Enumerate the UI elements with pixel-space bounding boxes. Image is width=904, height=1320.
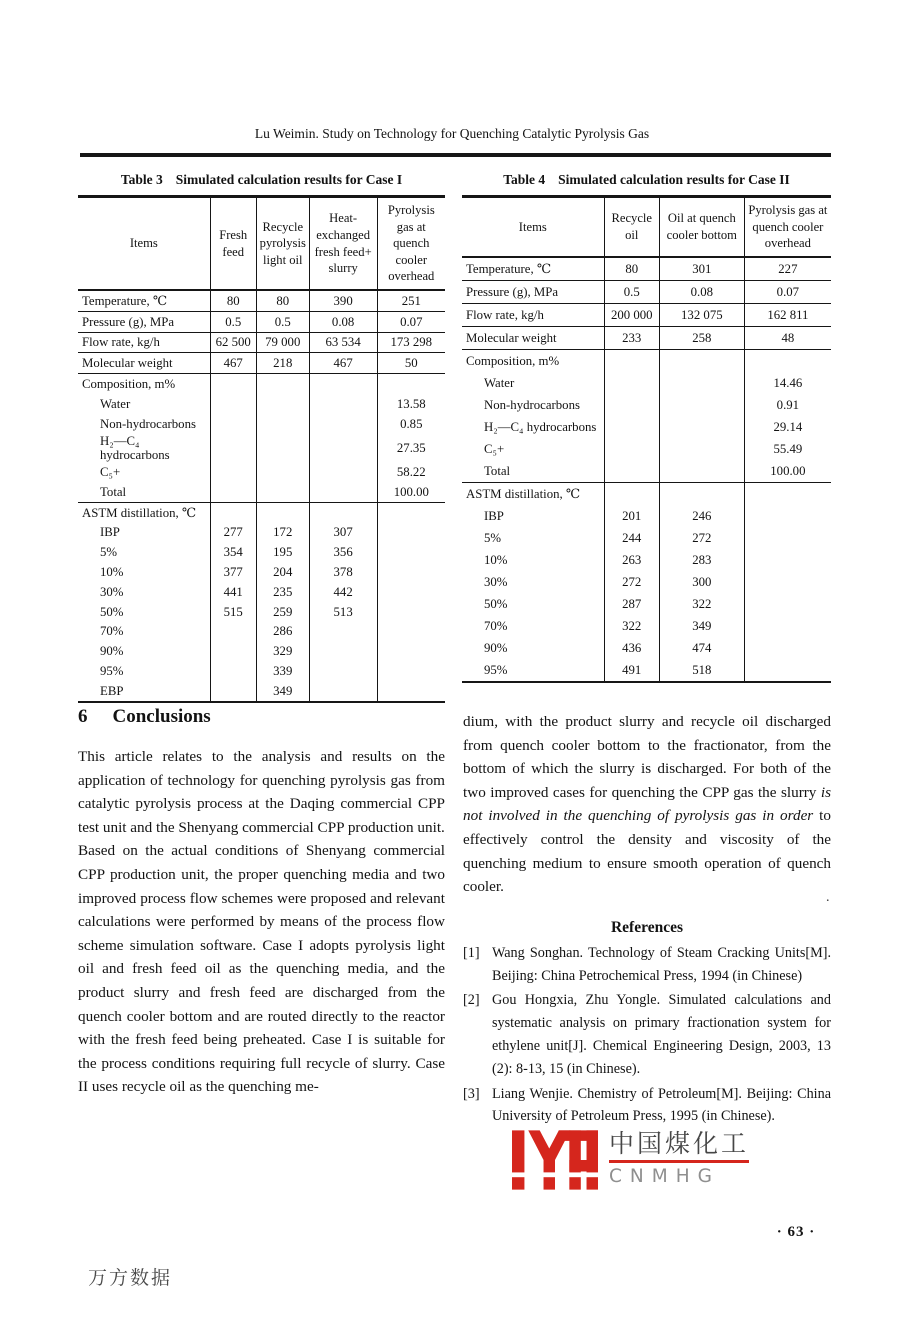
cell: 491 (604, 659, 659, 682)
cell: 329 (256, 641, 309, 661)
reference-text: Gou Hongxia, Zhu Yongle. Simulated calculations and systematic analysis on primary fractionation system for ethylene unit[J]. Chemical Engineering Design, 2003, 13 (2): 8-13, 15 (in Chinese). (492, 992, 831, 1077)
wanfang-watermark: 万方数据 (88, 1267, 173, 1289)
table-row (462, 280, 831, 303)
cell (659, 416, 744, 438)
cell (377, 374, 445, 394)
reference-marker: [3] (463, 1085, 480, 1102)
cell: 258 (659, 326, 744, 349)
cell (744, 527, 831, 549)
paragraph-text: dium, with the product slurry and recycle oil discharged from quench cooler bottom to the fractionator, from the bottom of which the slurry is discharged. For both of the two improved cases for quenching the CPP gas the slurry (463, 713, 831, 801)
table-row (462, 527, 831, 549)
table-row (462, 349, 831, 372)
cell: 0.5 (604, 280, 659, 303)
cell: 390 (309, 290, 377, 311)
table4-title (462, 172, 831, 188)
cell: 356 (309, 542, 377, 562)
table-row (78, 290, 445, 311)
column-header: Recycle pyrolysis light oil (256, 197, 309, 291)
cell (744, 482, 831, 505)
cell: 27.35 (377, 434, 445, 463)
paragraph: Based on the actual conditions of Shenyang commercial CPP production unit, the proper quenching media and two improved process flow schemes were proposed and relevant calculations were performed by means of the process flow scheme simulation software. Case I adopts pyrolysis light oil and fresh feed oil as the quenching media, and the product slurry and fresh feed are discharged from the quench cooler bottom and are routed directly to the reactor with the fresh feed being preheated. Case I is suitable for the process conditions requiring full recycle of slurry. Case II uses recycle oil as the quenching me- (78, 842, 445, 1096)
reference-item (463, 1083, 831, 1129)
cell (744, 549, 831, 571)
conclusions-heading (78, 706, 445, 728)
cell: 29.14 (744, 416, 831, 438)
cell: 277 (210, 523, 256, 543)
cell (744, 659, 831, 682)
column-header: Oil at quench cooler bottom (659, 197, 744, 257)
cell: 272 (604, 571, 659, 593)
section-title: Conclusions (112, 706, 211, 727)
cell: 0.91 (744, 394, 831, 416)
cell: 442 (309, 582, 377, 602)
cell: 246 (659, 505, 744, 527)
cell: 259 (256, 602, 309, 622)
cell: 204 (256, 562, 309, 582)
row-label: H₂—C₄ hydrocarbons (100, 433, 170, 462)
cell: 233 (604, 326, 659, 349)
cell: 162 811 (744, 303, 831, 326)
table-row (462, 637, 831, 659)
reference-marker: [2] (463, 992, 480, 1009)
logo-text-block (609, 1130, 749, 1187)
row-label: 50% (100, 604, 124, 619)
cell (210, 681, 256, 702)
cell (309, 482, 377, 502)
cell: 307 (309, 523, 377, 543)
cell (604, 438, 659, 460)
table-row (462, 372, 831, 394)
cell (659, 482, 744, 505)
table-row (78, 622, 445, 642)
cell (659, 438, 744, 460)
table-row (78, 502, 445, 522)
cell (659, 372, 744, 394)
cell: 518 (659, 659, 744, 682)
table-row (78, 602, 445, 622)
table-row (78, 681, 445, 702)
cell: 62 500 (210, 332, 256, 353)
cell: 13.58 (377, 394, 445, 414)
conclusions-section (78, 704, 445, 1099)
paragraph: This article relates to the analysis and results on the application of technology for quenching pyrolysis gas from catalytic pyrolysis process at the Daqing commercial CPP test unit and the Shenyang commercial CPP production unit. (78, 748, 445, 836)
row-label: Flow rate, kg/h (462, 303, 604, 326)
cell: 14.46 (744, 372, 831, 394)
cell: 300 (659, 571, 744, 593)
table3 (78, 195, 445, 703)
cell (377, 542, 445, 562)
cell: 80 (210, 290, 256, 311)
table-row (78, 482, 445, 502)
cell: 349 (659, 615, 744, 637)
table3-section (78, 172, 445, 703)
cell (210, 482, 256, 502)
cell (604, 394, 659, 416)
table-row (78, 523, 445, 543)
table-row (78, 582, 445, 602)
cell: 263 (604, 549, 659, 571)
cell: 50 (377, 353, 445, 374)
page-number: · 63 · (776, 1224, 816, 1240)
cell (256, 502, 309, 522)
row-label: Flow rate, kg/h (78, 332, 210, 353)
cell (309, 681, 377, 702)
cell: 467 (210, 353, 256, 374)
cell (210, 414, 256, 434)
row-label: Temperature, ℃ (78, 290, 210, 311)
logo-en-text: CNMHG (609, 1166, 720, 1187)
cell: 132 075 (659, 303, 744, 326)
cell: 195 (256, 542, 309, 562)
row-label: Pressure (g), MPa (462, 280, 604, 303)
cell: 235 (256, 582, 309, 602)
table-row (78, 661, 445, 681)
table-row (462, 615, 831, 637)
row-label: 10% (484, 552, 508, 567)
row-label: ASTM distillation, ℃ (466, 486, 581, 501)
cell: 0.85 (377, 414, 445, 434)
table-row (462, 549, 831, 571)
cell (744, 593, 831, 615)
table-row (462, 416, 831, 438)
cell (309, 622, 377, 642)
cell (377, 602, 445, 622)
table4-title-label: Table 4 (503, 172, 546, 187)
row-label: IBP (100, 525, 120, 540)
cell (377, 582, 445, 602)
cell: 283 (659, 549, 744, 571)
paragraph-italic-text: is not involved in the quenching of pyrolysis gas in order (463, 783, 831, 825)
row-label: C₅+ (484, 441, 505, 456)
cell: 100.00 (744, 460, 831, 483)
references-heading: References (610, 918, 683, 936)
reference-item (463, 989, 831, 1080)
cell (256, 374, 309, 394)
cell (744, 615, 831, 637)
cell (659, 349, 744, 372)
cell (309, 462, 377, 482)
cell (659, 394, 744, 416)
cell (744, 505, 831, 527)
cell: 0.07 (744, 280, 831, 303)
row-label: Water (484, 375, 515, 390)
cell (256, 414, 309, 434)
reference-text: Wang Songhan. Technology of Steam Cracking Units[M]. Beijing: China Petrochemical Press, 1994 (in Chinese) (492, 944, 831, 984)
cell (256, 394, 309, 414)
cell (210, 641, 256, 661)
row-label: C₅+ (100, 465, 121, 480)
table-row (78, 562, 445, 582)
coal-chem-logo-icon (512, 1130, 598, 1190)
cell (210, 434, 256, 463)
row-label: 70% (484, 618, 508, 633)
cell: 513 (309, 602, 377, 622)
table-row (78, 414, 445, 434)
cell: 100.00 (377, 482, 445, 502)
row-label: 5% (100, 545, 118, 560)
section-number: 6 (78, 706, 88, 727)
row-label: Total (462, 460, 604, 483)
cell (210, 394, 256, 414)
table-header-row (78, 197, 445, 291)
cell (659, 460, 744, 483)
table-row (78, 332, 445, 353)
table-header-row (462, 197, 831, 257)
cell (309, 394, 377, 414)
cell: 287 (604, 593, 659, 615)
column-header: Heat-exchanged fresh feed+ slurry (309, 197, 377, 291)
column-header: Pyrolysis gas at quench cooler overhead (744, 197, 831, 257)
cell (377, 622, 445, 642)
cell (309, 502, 377, 522)
cell (210, 502, 256, 522)
cell: 172 (256, 523, 309, 543)
column-header: Items (462, 197, 604, 257)
table-row (78, 353, 445, 374)
cell: 218 (256, 353, 309, 374)
logo-cn-text: 中国煤化工 (609, 1130, 749, 1163)
cell: 227 (744, 257, 831, 281)
row-label: Molecular weight (78, 353, 210, 374)
cell: 55.49 (744, 438, 831, 460)
cell: 378 (309, 562, 377, 582)
cell (744, 637, 831, 659)
table-row (462, 482, 831, 505)
row-label: 90% (100, 644, 124, 659)
stray-dot: . (826, 890, 830, 905)
cell: 441 (210, 582, 256, 602)
cell (309, 661, 377, 681)
row-label: Composition, m% (466, 353, 560, 368)
cell (309, 414, 377, 434)
row-label: Non-hydrocarbons (484, 397, 580, 412)
cell: 48 (744, 326, 831, 349)
cell: 322 (659, 593, 744, 615)
table4-title-text: Simulated calculation results for Case II (558, 172, 790, 187)
row-label: 95% (484, 662, 508, 677)
cell: 173 298 (377, 332, 445, 353)
cell (377, 681, 445, 702)
cell (210, 462, 256, 482)
table-row (78, 374, 445, 394)
cell: 349 (256, 681, 309, 702)
row-label: Composition, m% (82, 376, 176, 391)
row-label: 30% (100, 584, 124, 599)
column-header: Fresh feed (210, 197, 256, 291)
table-row (462, 571, 831, 593)
cell (309, 434, 377, 463)
cell: 467 (309, 353, 377, 374)
cell (604, 460, 659, 483)
cell (604, 416, 659, 438)
column-header: Recycle oil (604, 197, 659, 257)
table3-title (78, 172, 445, 188)
table3-title-label: Table 3 (120, 172, 163, 187)
cell: 80 (604, 257, 659, 281)
cell (256, 482, 309, 502)
cell: 0.07 (377, 311, 445, 332)
table4-section (462, 172, 831, 683)
cell (377, 641, 445, 661)
cell: 0.5 (256, 311, 309, 332)
row-label: 10% (100, 565, 124, 579)
cell: 436 (604, 637, 659, 659)
cell: 244 (604, 527, 659, 549)
row-label: 30% (484, 574, 508, 589)
table-row (78, 394, 445, 414)
row-label: IBP (484, 508, 504, 523)
cell (377, 523, 445, 543)
row-label: Total (78, 482, 210, 502)
table-row (78, 542, 445, 562)
cell (604, 372, 659, 394)
paragraph-text: to effectively control the density and viscosity of the quenching medium to ensure smooth operation of quench cooler. (463, 807, 831, 896)
cell (377, 661, 445, 681)
cell: 0.5 (210, 311, 256, 332)
reference-text: Liang Wenjie. Chemistry of Petroleum[M]. Beijing: China University of Petroleum Press, 1995 (in Chinese). (492, 1085, 831, 1125)
column-header: Items (78, 197, 210, 291)
cell: 515 (210, 602, 256, 622)
table-row (462, 394, 831, 416)
row-label: Water (100, 396, 131, 411)
cell: 301 (659, 257, 744, 281)
row-label: EBP (100, 683, 124, 698)
row-label: 5% (484, 530, 502, 545)
cell (377, 562, 445, 582)
cell (377, 502, 445, 522)
header-rule (80, 153, 831, 157)
table-row (462, 460, 831, 483)
table-row (78, 434, 445, 463)
cell (210, 622, 256, 642)
table-row (462, 659, 831, 682)
row-label: ASTM distillation, ℃ (82, 505, 197, 520)
table-row (78, 462, 445, 482)
row-label: H₂—C₄ hydrocarbons (484, 419, 597, 434)
table-row (462, 438, 831, 460)
table4 (462, 195, 831, 683)
cell: 200 000 (604, 303, 659, 326)
paragraph (463, 704, 831, 899)
cell: 63 534 (309, 332, 377, 353)
table-row (462, 326, 831, 349)
row-label: 50% (484, 596, 508, 611)
cell (210, 374, 256, 394)
cell: 322 (604, 615, 659, 637)
row-label: 95% (100, 663, 124, 678)
table-row (78, 641, 445, 661)
row-label: Pressure (g), MPa (78, 311, 210, 332)
cell: 286 (256, 622, 309, 642)
cell: 201 (604, 505, 659, 527)
coal-chem-logo (512, 1130, 749, 1190)
cell (604, 482, 659, 505)
cell (604, 349, 659, 372)
row-label: Non-hydrocarbons (100, 416, 196, 431)
row-label: Molecular weight (462, 326, 604, 349)
cell: 339 (256, 661, 309, 681)
cell (309, 641, 377, 661)
cell: 0.08 (659, 280, 744, 303)
cell (744, 571, 831, 593)
cell: 0.08 (309, 311, 377, 332)
cell: 251 (377, 290, 445, 311)
row-label: 70% (100, 624, 124, 639)
table-row (462, 303, 831, 326)
cell: 79 000 (256, 332, 309, 353)
reference-item (463, 942, 831, 988)
table-row (462, 257, 831, 281)
table-row (78, 311, 445, 332)
cell (256, 462, 309, 482)
cell (256, 434, 309, 463)
table3-title-text: Simulated calculation results for Case I (175, 172, 403, 187)
table-row (462, 593, 831, 615)
cell (210, 661, 256, 681)
cell (309, 374, 377, 394)
cell: 377 (210, 562, 256, 582)
cell: 58.22 (377, 462, 445, 482)
cell: 272 (659, 527, 744, 549)
reference-marker: [1] (463, 944, 480, 961)
column-header: Pyrolysis gas at quench cooler overhead (377, 197, 445, 291)
row-label: Temperature, ℃ (462, 257, 604, 281)
cell: 474 (659, 637, 744, 659)
cell: 80 (256, 290, 309, 311)
row-label: 90% (484, 640, 508, 655)
table-row (462, 505, 831, 527)
right-column (463, 704, 831, 1130)
cell (744, 349, 831, 372)
cell: 354 (210, 542, 256, 562)
running-head: Lu Weimin. Study on Technology for Quenching Catalytic Pyrolysis Gas (254, 126, 650, 141)
